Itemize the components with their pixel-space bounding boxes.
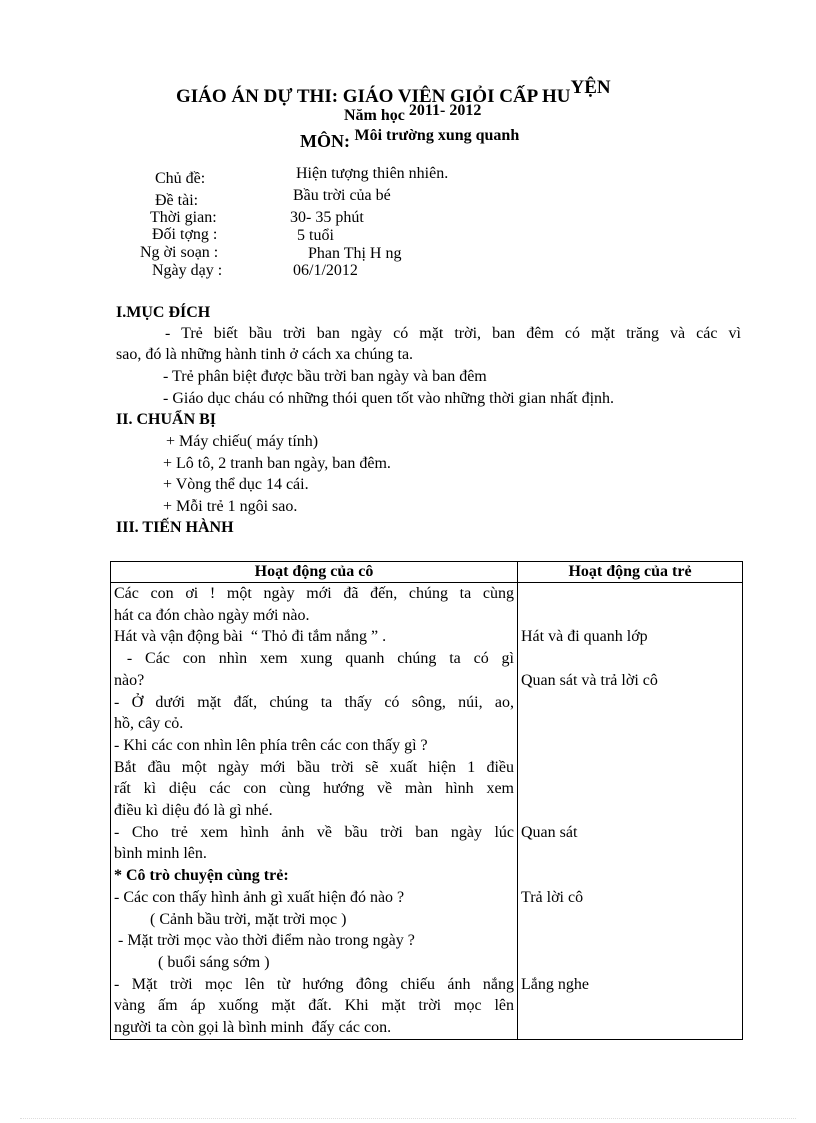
info-value-lesson: Bầu trời của bé — [293, 187, 391, 204]
teacher-line: - Cho trẻ xem hình ảnh về bầu trời ban ngày lúc — [114, 823, 514, 841]
info-value-time: 30- 35 phút — [290, 209, 364, 226]
teacher-line: - Các con nhìn xem xung quanh chúng ta có gì — [114, 650, 514, 668]
prep-item: + Mỗi trẻ 1 ngôi sao. — [163, 498, 298, 515]
teacher-line: Hát và vận động bài “ Thỏ đi tắm nắng ” . — [114, 628, 387, 646]
title-tail: YỆN — [570, 77, 611, 98]
teacher-line: người ta còn gọi là bình minh đấy các con. — [114, 1019, 392, 1037]
info-label-lesson: Đề tài: — [155, 192, 199, 209]
prep-item: + Lô tô, 2 tranh ban ngày, ban đêm. — [163, 455, 391, 472]
info-value-date: 06/1/2012 — [293, 262, 358, 279]
section-1-heading: I.MỤC ĐÍCH — [116, 304, 211, 321]
teacher-line: hát ca đón chào ngày mới nào. — [114, 606, 310, 624]
child-line — [521, 757, 739, 779]
child-line — [521, 713, 739, 735]
teacher-line: * Cô trò chuyện cùng trẻ: — [114, 867, 289, 885]
child-line: Trả lời cô — [521, 888, 584, 906]
section-2-heading: II. CHUẨN BỊ — [116, 411, 217, 428]
subject-value: Môi trường xung quanh — [354, 127, 520, 144]
section-1-line: - Giáo dục cháu có những thói quen tốt vào những thời gian nhất định. — [163, 390, 615, 407]
teacher-line: nào? — [114, 671, 145, 689]
section-1-line: sao, đó là những hành tinh ở cách xa chúng ta. — [116, 346, 414, 363]
teacher-line: hồ, cây cỏ. — [114, 715, 184, 733]
title-main: GIÁO ÁN DỰ THI: GIÁO VIÊN GIỎI CẤP HU — [176, 86, 571, 107]
teacher-line: Bắt đầu một ngày mới bầu trời sẽ xuất hiện 1 điều — [114, 758, 514, 776]
prep-item: + Máy chiếu( máy tính) — [166, 433, 319, 450]
teacher-line: - Các con thấy hình ảnh gì xuất hiện đó nào ? — [114, 888, 405, 906]
child-line — [521, 865, 739, 887]
subject-label: MÔN: — [300, 131, 350, 151]
child-line — [521, 605, 739, 627]
section-1-line: - Trẻ phân biệt được bầu trời ban ngày và ban đêm — [163, 368, 487, 385]
document-title — [176, 77, 611, 108]
prep-item: + Vòng thể dục 14 cái. — [163, 476, 309, 493]
child-line — [521, 648, 739, 670]
activity-table — [110, 561, 743, 1040]
info-label-age: Đối tợng : — [152, 226, 218, 243]
child-line — [521, 995, 739, 1017]
teacher-line: - Mặt trời mọc vào thời điểm nào trong ngày ? — [114, 932, 415, 950]
section-3-heading: III. TIẾN HÀNH — [116, 519, 234, 536]
info-label-time: Thời gian: — [150, 209, 217, 226]
info-value-age: 5 tuổi — [297, 227, 334, 244]
teacher-line: ( buổi sáng sớm ) — [114, 953, 270, 971]
info-label-date: Ngày dạy : — [152, 262, 223, 279]
section-1-line: - Trẻ biết bầu trời ban ngày có mặt trời, ban đêm có mặt trăng và các vì — [165, 325, 741, 342]
info-label-topic: Chủ đề: — [155, 170, 206, 187]
teacher-line: bình minh lên. — [114, 845, 207, 863]
child-line — [521, 778, 739, 800]
table-row — [111, 583, 743, 1040]
year-value: 2011- 2012 — [408, 102, 482, 119]
info-value-topic: Hiện tượng thiên nhiên. — [296, 165, 449, 182]
teacher-line: - Khi các con nhìn lên phía trên các con thấy gì ? — [114, 736, 428, 754]
column-header-teacher: Hoạt động của cô — [111, 562, 518, 583]
teacher-line: điều kì diệu đó là gì nhé. — [114, 802, 273, 820]
child-activity-cell — [518, 583, 743, 1040]
child-line — [521, 930, 739, 952]
child-line — [521, 1017, 739, 1039]
school-year — [344, 102, 482, 125]
info-label-author: Ng ời soạn : — [140, 244, 219, 261]
teacher-line: - Ở dưới mặt đất, chúng ta thấy có sông, núi, ao, — [114, 693, 514, 711]
child-line: Lắng nghe — [521, 975, 589, 993]
subject-line — [300, 128, 519, 149]
table-header-row — [111, 562, 743, 583]
child-line: Quan sát và trả lời cô — [521, 671, 658, 689]
page-bottom-rule — [20, 1118, 796, 1119]
year-label: Năm học — [344, 107, 405, 124]
child-line: Quan sát — [521, 823, 578, 841]
child-line — [521, 800, 739, 822]
teacher-line: rất kì diệu các con cùng hướng về màn hình xem — [114, 780, 514, 798]
teacher-line: - Mặt trời mọc lên từ hướng đông chiếu ánh nắng — [114, 975, 514, 993]
child-line — [521, 735, 739, 757]
child-line — [521, 909, 739, 931]
child-line — [521, 583, 739, 605]
info-value-author: Phan Thị H ng — [308, 245, 402, 262]
column-header-child: Hoạt động của trẻ — [518, 562, 743, 583]
teacher-activity-cell — [111, 583, 518, 1040]
teacher-line: Các con ơi ! một ngày mới đã đến, chúng ta cùng — [114, 585, 514, 602]
child-line — [521, 843, 739, 865]
child-line — [521, 692, 739, 714]
teacher-line: ( Cảnh bầu trời, mặt trời mọc ) — [114, 910, 347, 928]
child-line — [521, 952, 739, 974]
child-line: Hát và đi quanh lớp — [521, 628, 648, 646]
teacher-line: vàng ấm áp xuống mặt đất. Khi mặt trời mọc lên — [114, 997, 514, 1015]
